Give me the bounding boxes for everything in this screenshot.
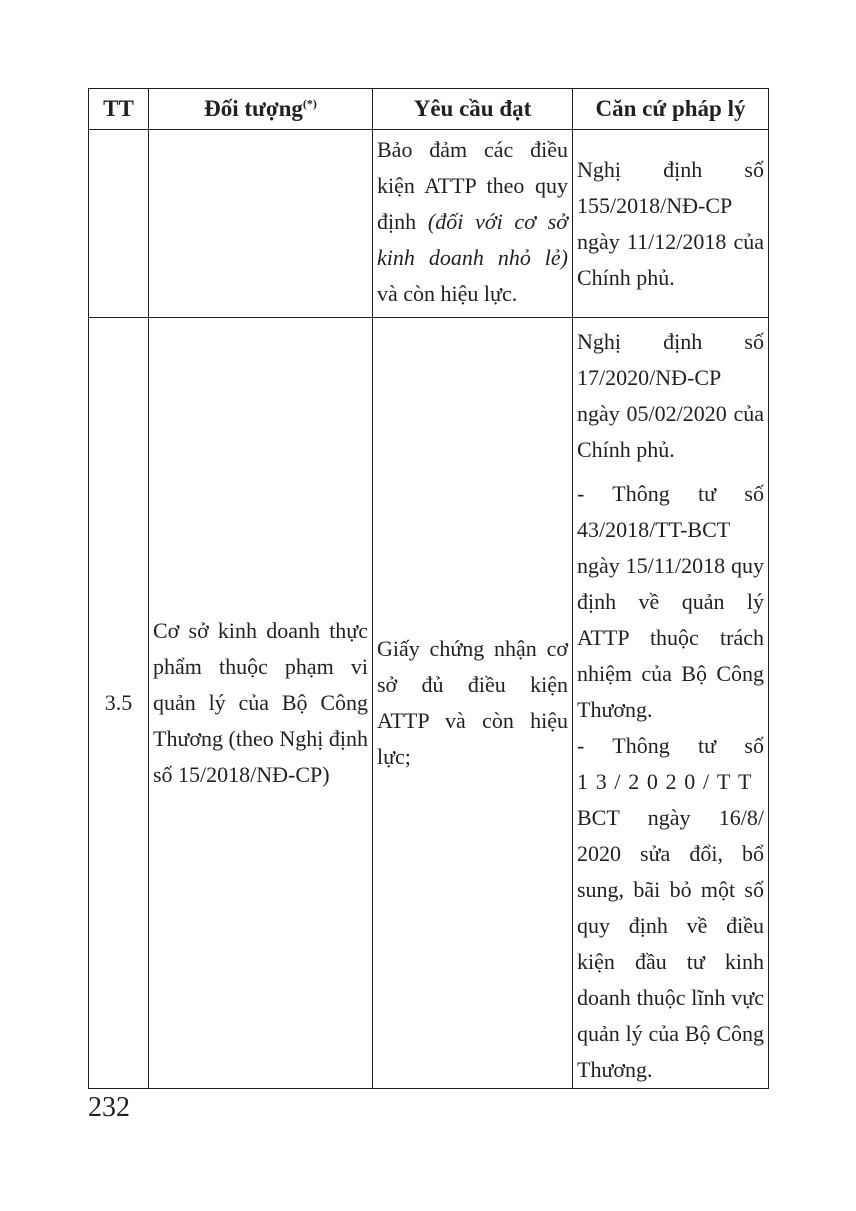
row1-object (149, 130, 373, 318)
row1-requirement-b: và còn hiệu lực. (377, 281, 518, 306)
row2-tt: 3.5 (89, 318, 149, 1089)
header-object (149, 89, 373, 130)
table-row (89, 318, 769, 1089)
row1-tt (89, 130, 149, 318)
row1-requirement (373, 130, 573, 318)
table-header-row (89, 89, 769, 130)
row2-legal-basis (573, 318, 769, 1089)
row2-legal-basis-2: - Thông tư số 43/2018/TT-BCT ngày 15/11/2018 quy định về quản lý ATTP thuộc trách nhiệm của Bộ Công Thương. (577, 481, 764, 722)
row2-legal-basis-1: Nghị định số 17/2020/NĐ-CP ngày 05/02/2020 của Chính phủ. (577, 329, 764, 462)
row1-requirement-a: Bảo đảm các điều kiện ATTP theo quy định (377, 137, 568, 234)
row2-requirement: Giấy chứng nhận cơ sở đủ điều kiện ATTP và còn hiệu lực; (373, 318, 573, 1089)
page-number: 232 (88, 1092, 130, 1123)
row1-requirement-italic: (đối với cơ sở kinh doanh nhỏ lẻ) (377, 209, 568, 270)
row1-legal-basis: Nghị định số 155/2018/NĐ-CP ngày 11/12/2018 của Chính phủ. (573, 130, 769, 318)
row2-legal-basis-3 (577, 728, 764, 1088)
row2-legal-basis-3c: BCT ngày 16/8/ 2020 sửa đổi, bổ sung, bãi bỏ một số quy định về điều kiện đầu tư kinh doanh thuộc lĩnh vực quản lý của Bộ Công Thương. (577, 805, 764, 1082)
row2-object: Cơ sở kinh doanh thực phẩm thuộc phạm vi quản lý của Bộ Công Thương (theo Nghị định số 15/2018/NĐ-CP) (149, 318, 373, 1089)
table-row (89, 130, 769, 318)
header-legal-basis: Căn cứ pháp lý (573, 89, 769, 130)
regulation-table (88, 88, 769, 1089)
row2-legal-basis-3b: 13/2020/TT (577, 769, 760, 794)
header-object-note: (*) (302, 96, 317, 111)
row2-legal-basis-3a: - Thông tư số (577, 733, 764, 758)
header-tt: TT (89, 89, 149, 130)
header-object-label: Đối tượng (204, 96, 303, 121)
header-requirement: Yêu cầu đạt (373, 89, 573, 130)
